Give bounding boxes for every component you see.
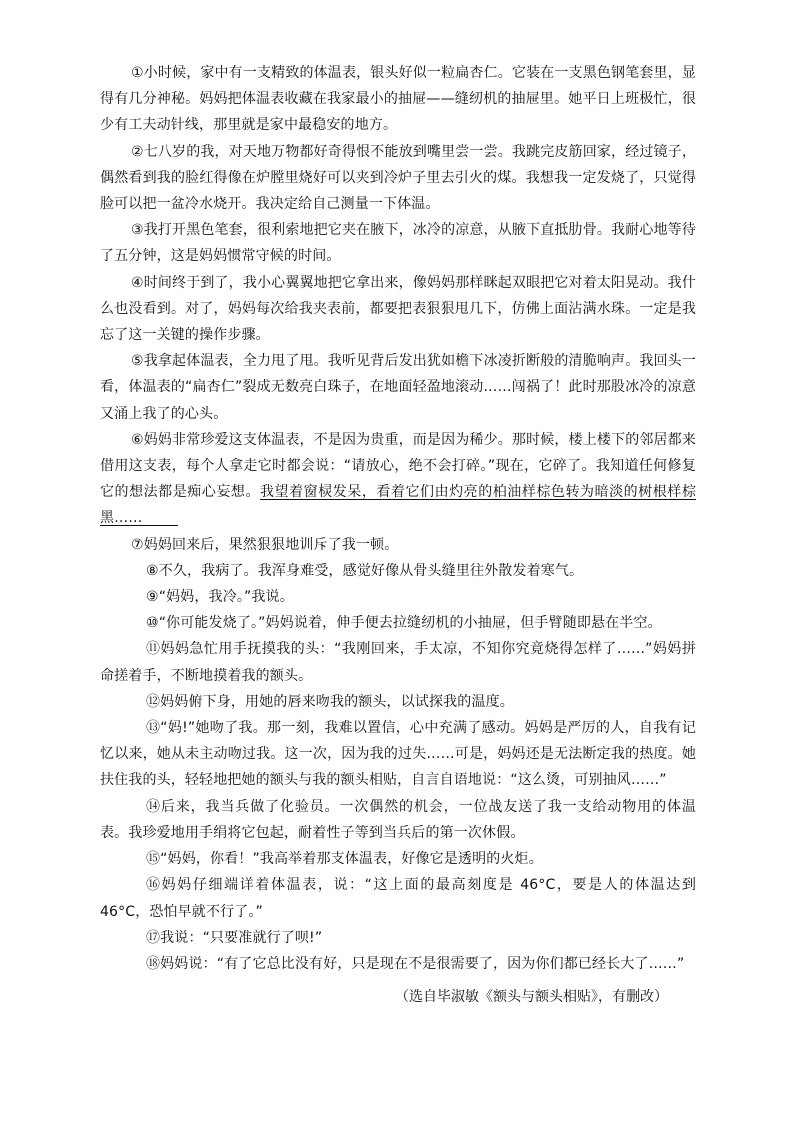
paragraph-3: ③我打开黑色笔套，很利索地把它夹在腋下，冰冷的凉意，从腋下直抵肋骨。我耐心地等待了五分钟，这是妈妈惯常守候的时间。 (100, 222, 696, 265)
paragraph-15: ⑮“妈妈，你看！”我高举着那支体温表，好像它是透明的火炬。 (146, 851, 543, 868)
paragraph-12: ⑫妈妈俯下身，用她的唇来吻我的额头，以试探我的温度。 (146, 693, 514, 710)
paragraph-6 (100, 427, 696, 532)
article-body (100, 60, 696, 977)
paragraph-8: ⑧不久，我病了。我浑身难受，感觉好像从骨头缝里往外散发着寒气。 (146, 562, 584, 579)
paragraph-5: ⑤我拿起体温表，全力甩了甩。我听见背后发出犹如檐下冰凌折断般的清脆响声。我回头一看，体温表的“扁杏仁”裂成无数亮白珠子，在地面轻盈地滚动……闯祸了！此时那股冰冷的凉意又涌上我了的心头。 (100, 353, 696, 422)
paragraph-11: ⑪妈妈急忙用手抚摸我的头：“我刚回来，手太凉，不知你究竟烧得怎样了……”妈妈拼命搓着手，不断地摸着我的额头。 (100, 641, 696, 684)
paragraph-14: ⑭后来，我当兵做了化验员。一次偶然的机会，一位战友送了我一支给动物用的体温表。我珍爱地用手绢将它包起，耐着性子等到当兵后的第一次休假。 (100, 798, 696, 841)
underline-extension (142, 511, 178, 526)
paragraph-6-lead: ⑥妈妈非常珍爱这支体温表，不是因为贵重，而是因为稀少。那时候，楼上楼下的邻居都来借用这支表，每个人拿走它时都会说：“请放心，绝不会打碎。”现在，它碎了。我知道任何修复它的想法都是痴心妄想。 (100, 431, 696, 501)
paragraph-9: ⑨“妈妈，我冷。”我说。 (146, 589, 294, 606)
paragraph-4: ④时间终于到了，我小心翼翼地把它拿出来，像妈妈那样眯起双眼把它对着太阳晃动。我什么也没看到。对了，妈妈每次给我夹表前，都要把表狠狠甩几下，仿佛上面沾满水珠。一定是我忘了这一关键的操作步骤。 (100, 274, 696, 344)
paragraph-17: ⑰我说：“只要准就行了呗!” (146, 929, 323, 946)
paragraph-10: ⑩“你可能发烧了。”妈妈说着，伸手便去拉缝纫机的小抽屉，但手臂随即悬在半空。 (146, 615, 662, 632)
paragraph-16: ⑯妈妈仔细端详着体温表，说：“这上面的最高刻度是 46°C，要是人的体温达到 46°C，恐怕早就不行了。” (100, 877, 696, 920)
paragraph-2: ②七八岁的我，对天地万物都好奇得恨不能放到嘴里尝一尝。我跳完皮筋回家，经过镜子，偶然看到我的脸红得像在炉膛里烧好可以夹到冷炉子里去引火的煤。我想我一定发烧了，只觉得脸可以把一盆冷水烧开。我决定给自己测量一下体温。 (100, 143, 696, 213)
paragraph-7: ⑦妈妈回来后，果然狠狠地训斥了我一顿。 (131, 536, 399, 553)
paragraph-13: ⑬“妈!”她吻了我。那一刻，我难以置信，心中充满了感动。妈妈是严厉的人，自我有记忆以来，她从未主动吻过我。这一次，因为我的过失……可是，妈妈还是无法断定我的热度。她扶住我的头，轻轻地把她的额头与我的额头相贴，自言自语地说：“这么烫，可别抽风……” (100, 720, 696, 789)
source-citation: （选自毕淑敏《额头与额头相贴》，有删改） (395, 989, 668, 1005)
underlined-sentence: 我望着窗棂发呆，看着它们由灼亮的柏油样棕色转为暗淡的树根样棕黑…… (100, 484, 697, 527)
paragraph-18: ⑱妈妈说：“有了它总比没有好，只是现在不是很需要了，因为你们都已经长大了……” (146, 955, 685, 972)
paragraph-1: ①小时候，家中有一支精致的体温表，银头好似一粒扁杏仁。它装在一支黑色钢笔套里，显得有几分神秘。妈妈把体温表收藏在我家最小的抽屉——缝纫机的抽屉里。她平日上班极忙，很少有工夫动针线，那里就是家中最稳安的地方。 (100, 65, 696, 134)
